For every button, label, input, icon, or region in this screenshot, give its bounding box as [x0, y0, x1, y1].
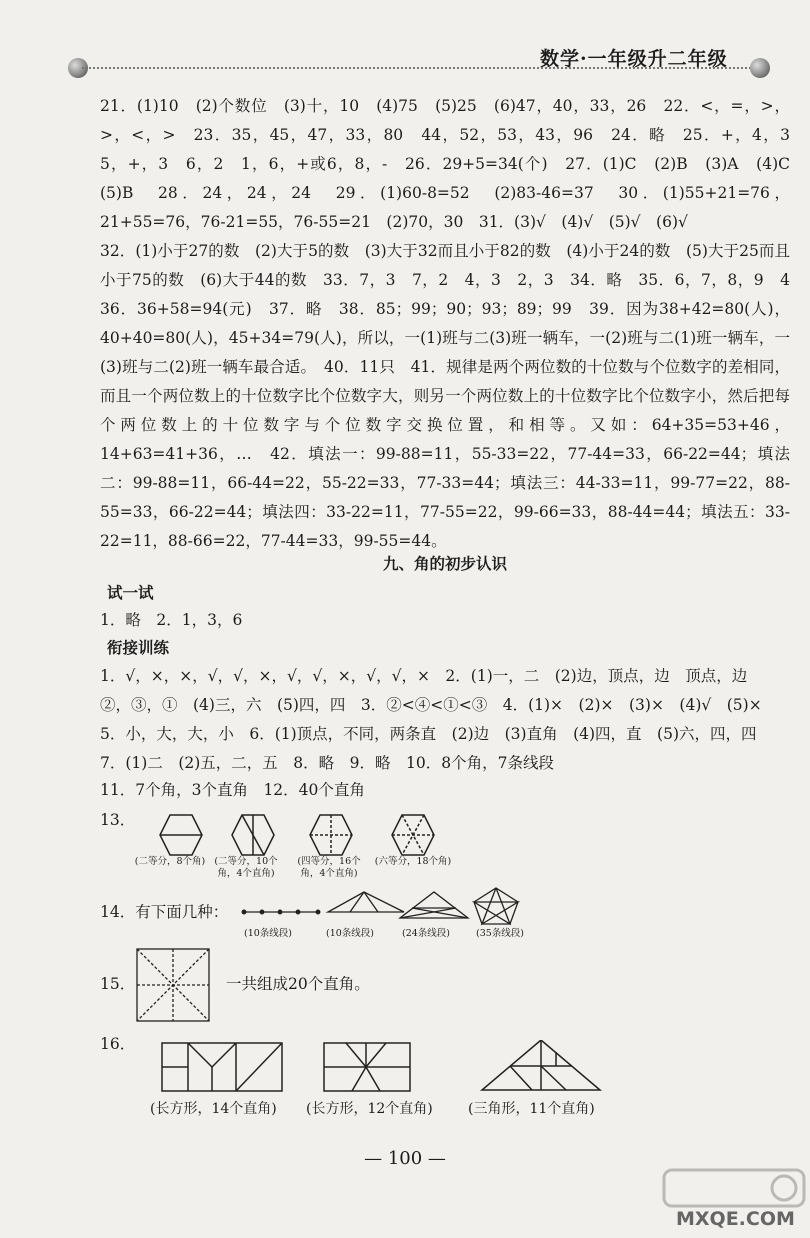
q16-caption-3: (三角形，11个直角): [468, 1101, 595, 1117]
tangram-rectangle-2: [324, 1043, 410, 1091]
header-right-ornament: [750, 58, 770, 78]
q16-caption-2: (长方形，12个直角): [306, 1101, 433, 1117]
q13-caption-2: (二等分，10个角，4个直角): [214, 856, 278, 879]
q16-number: 16．: [100, 1035, 136, 1053]
q14-caption-2: (10条线段): [325, 928, 374, 939]
chapter-title: 九、角的初步认识: [382, 554, 507, 573]
page-number: — 100 —: [364, 1148, 446, 1169]
q14-caption-4: (35条线段): [475, 928, 524, 939]
q13-number: 13．: [100, 811, 136, 829]
q15-text: 一共组成20个直角。: [226, 975, 370, 993]
q14-lead: 14．有下面几种：: [100, 903, 229, 921]
q14-caption-3: (24条线段): [401, 928, 450, 939]
hexagon-6-parts: [392, 815, 434, 855]
q14-figures: [236, 884, 536, 928]
header-title: 数学·一年级升二年级: [540, 48, 728, 70]
bridge-answers: 1．√，×，×，√，√，×，√，√，×，√，√，× 2．(1)一，二 (2)边，顶点，边 顶点，边 ②，③，① (4)三，六 (5)四，四 3．②<④<①<③ 4．(1)× (2)× (3)× (4)√ (5)× 5．小，大，大，小 6．(1)顶点，不同，两条直 (2)边 (3)直角 (4)四，直 (5)六，四，四 7．(1)二 (2)五，二，五 8．略 9．略 10．8个角，7条线段: [100, 667, 778, 772]
answers-paragraph-32-42: 32．(1)小于27的数 (2)大于5的数 (3)大于32而且小于82的数 (4)小于24的数 (5)大于25而且小于75的数 (6)大于44的数 33．7，3 7，2 4，3 2，3 34．略 35．6，7，8，9 4 36．36+58=94(元) 37．略 38．85；99；90；93；89；99 39．因为38+42=80(人)，40+40=80(人)，45+34=79(人)，所以，一(1)班与二(3)班一辆车，一(2)班与二(1)班一辆车，一(3)班与二(2)班一辆车最合适。 40．11只 41．规律是两个两位数的十位数与个位数字的差相同，而且一个两位数上的十位数字比个位数字大，则另一个两位数上的十位数字比个位数字小，然后把每个两位数上的十位数字与个位数字交换位置，和相等。又如：64+35=53+46，14+63=41+36，… 42．填法一：99-88=11，55-33=22，77-44=33，66-22=44；填法二：99-88=11，66-44=22，55-22=33，77-33=44；填法三：44-33=11，99-77=22，88-55=33，66-22=44；填法四：33-22=11，77-55=22，99-66=33，88-44=44；填法五：33-22=11，88-66=22，77-44=33，99-55=44。: [100, 242, 806, 550]
q13-caption-4: (六等分，18个角): [374, 856, 452, 867]
q13-hexagons-figure: [150, 810, 480, 862]
q16-caption-1: (长方形，14个直角): [150, 1101, 277, 1117]
triangle-crossed: [400, 892, 468, 918]
q16-figures: [160, 1040, 610, 1096]
q13-caption-3: (四等分，16个角，4个直角): [297, 856, 361, 879]
points-on-line: [242, 910, 320, 914]
triangle-fan: [328, 892, 404, 912]
section-bridge: 衔接训练: [107, 638, 170, 657]
answers-paragraph-21-31: 21．(1)10 (2)个数位 (3)十，10 (4)75 (5)25 (6)47，40，33，26 22．<，=，>，>，<，> 23．35，45，47，33，80 44，52，53，43，96 24．略 25．+，4，3 5，+，3 6，2 1，6，+或6，8，- 26．29+5=34(个) 27．(1)C (2)B (3)A (4)C (5)B 28．24，24，24 29．(1)60-8=52 (2)83-46=37 30．(1)55+21=76，21+55=76，76-21=55，76-55=21 (2)70，30 31．(3)√ (4)√ (5)√ (6)√: [100, 97, 806, 231]
tangram-rectangle-1: [162, 1043, 282, 1091]
q14-caption-1: (10条线段): [243, 928, 292, 939]
try-answers: 1．略 2．1，3，6: [100, 611, 243, 629]
pentagram: [474, 888, 518, 924]
hexagon-2-parts-vertices: [232, 815, 274, 855]
tangram-triangle: [482, 1040, 600, 1090]
answers-top-block: [100, 92, 806, 556]
hexagon-4-parts: [310, 815, 352, 855]
watermark-text: MXQE.COM: [676, 1208, 795, 1230]
q15-square-figure: [134, 946, 214, 1026]
hexagon-2-parts: [160, 815, 202, 855]
section-try: 试一试: [107, 583, 154, 602]
q13-caption-1: (二等分，8个角): [134, 856, 206, 867]
answers-11-12: 11．7个角，3个直角 12．40个直角: [100, 781, 365, 799]
page-header: [0, 0, 810, 90]
q15-number: 15．: [100, 975, 136, 993]
